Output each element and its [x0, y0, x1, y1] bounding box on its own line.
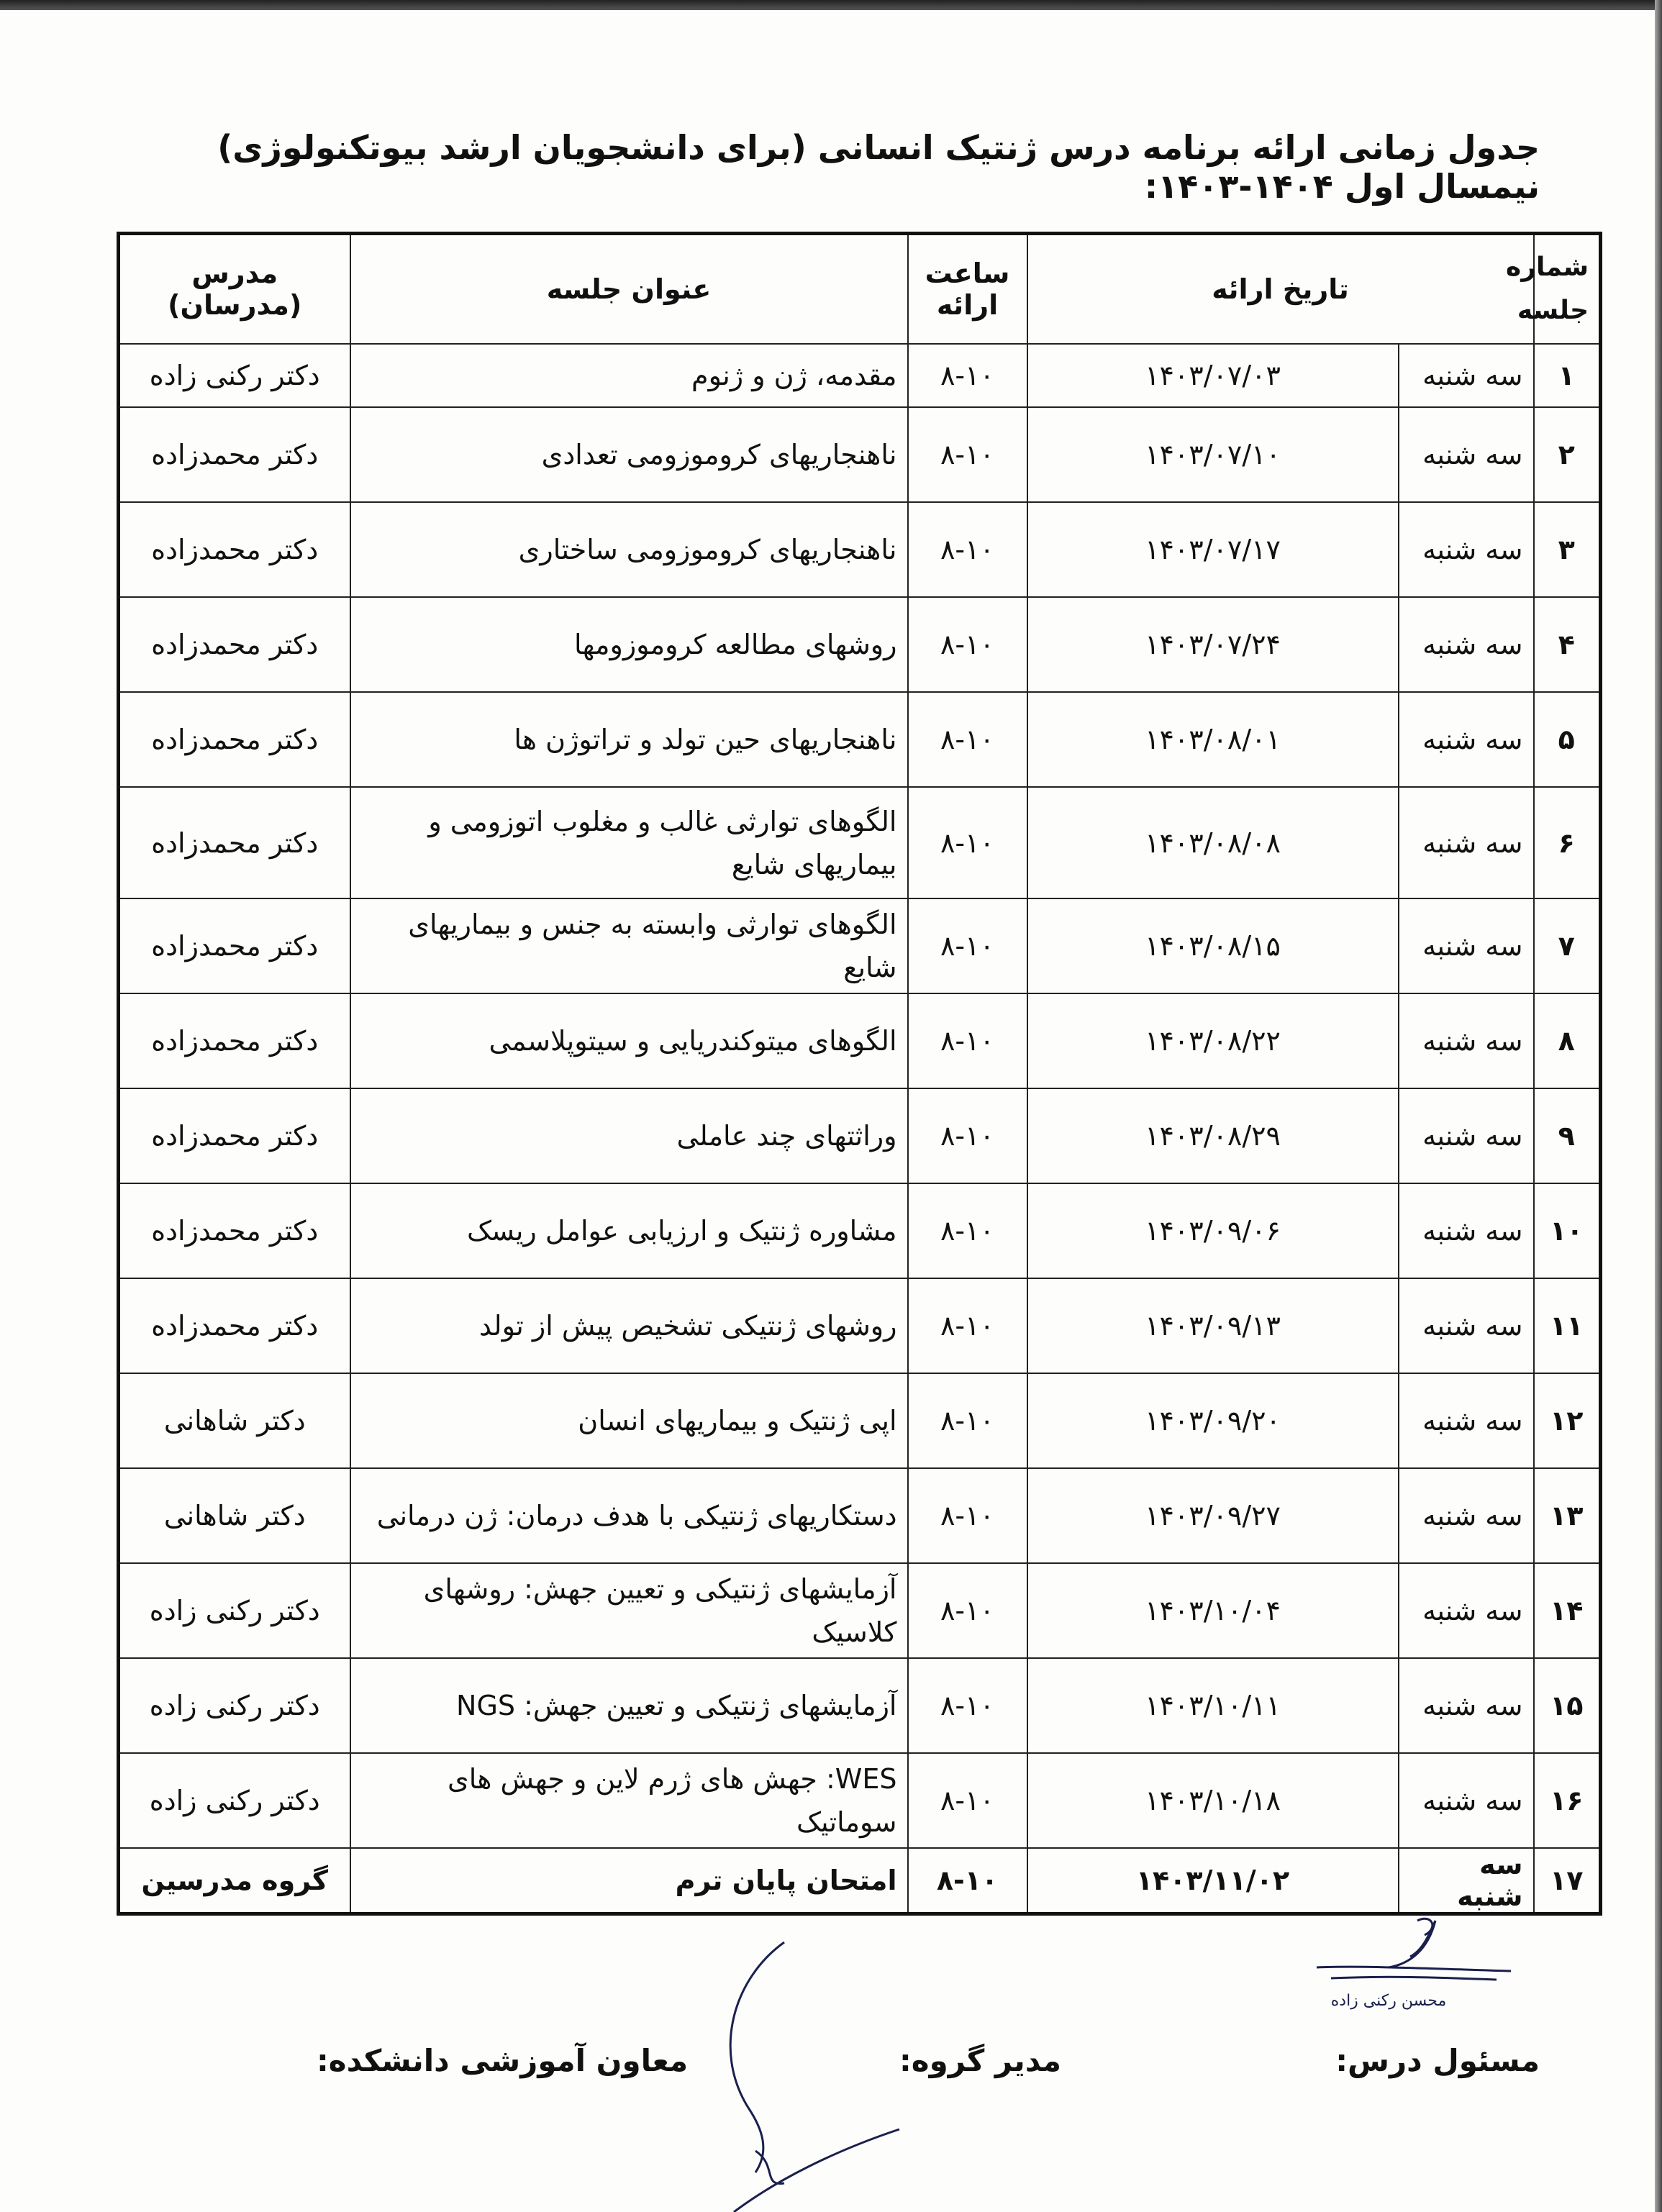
- session-title-cell: الگوهای توارثی وابسته به جنس و بیماریهای شایع: [350, 898, 908, 993]
- table-row: [119, 407, 1601, 502]
- course-signature-name: محسن رکنی زاده: [1330, 1992, 1447, 2010]
- session-number-cell: ۱: [1534, 344, 1601, 407]
- teacher-cell: دکتر محمدزاده: [119, 407, 350, 502]
- session-number-cell: ۱۴: [1534, 1563, 1601, 1658]
- session-number-cell: ۵: [1534, 692, 1601, 787]
- table-row: [119, 993, 1601, 1088]
- table-header-row: [119, 234, 1601, 345]
- table-row: [119, 692, 1601, 787]
- date-cell: ۱۴۰۳/۰۸/۲۲: [1027, 993, 1399, 1088]
- date-cell: ۱۴۰۳/۰۸/۰۱: [1027, 692, 1399, 787]
- table-row: [119, 502, 1601, 597]
- table-row: [119, 344, 1601, 407]
- session-number-cell: ۷: [1534, 898, 1601, 993]
- time-cell: ۸-۱۰: [908, 1088, 1027, 1183]
- teacher-cell: دکتر شاهانی: [119, 1468, 350, 1563]
- date-cell: ۱۴۰۳/۰۷/۱۷: [1027, 502, 1399, 597]
- session-title-cell: ناهنجاریهای کروموزومی تعدادی: [350, 407, 908, 502]
- date-cell: ۱۴۰۳/۰۷/۱۰: [1027, 407, 1399, 502]
- session-number-cell: ۶: [1534, 787, 1601, 898]
- session-title-cell: اپی ژنتیک و بیماریهای انسان: [350, 1373, 908, 1468]
- table-row: [119, 898, 1601, 993]
- weekday-cell: سه شنبه: [1399, 1658, 1534, 1753]
- header-session-title: عنوان جلسه: [350, 234, 908, 345]
- time-cell: ۸-۱۰: [908, 1278, 1027, 1373]
- session-title-cell: WES: جهش های ژرم لاین و جهش های سوماتیک: [350, 1753, 908, 1848]
- session-title-cell: ناهنجاریهای کروموزومی ساختاری: [350, 502, 908, 597]
- time-cell: ۸-۱۰: [908, 1373, 1027, 1468]
- teacher-cell: دکتر محمدزاده: [119, 502, 350, 597]
- date-cell: ۱۴۰۳/۰۷/۰۳: [1027, 344, 1399, 407]
- time-cell: ۸-۱۰: [908, 1658, 1027, 1753]
- table-row: [119, 1088, 1601, 1183]
- teacher-cell: دکتر محمدزاده: [119, 1088, 350, 1183]
- weekday-cell: سه شنبه: [1399, 1468, 1534, 1563]
- date-cell: ۱۴۰۳/۰۷/۲۴: [1027, 597, 1399, 692]
- table-row: [119, 597, 1601, 692]
- time-cell: ۸-۱۰: [908, 898, 1027, 993]
- time-cell: ۸-۱۰: [908, 1468, 1027, 1563]
- session-title-cell: آزمایشهای ژنتیکی و تعیین جهش: روشهای کلاسیک: [350, 1563, 908, 1658]
- teacher-cell: دکتر رکنی زاده: [119, 1753, 350, 1848]
- session-title-cell: روشهای مطالعه کروموزومها: [350, 597, 908, 692]
- session-title-cell: ناهنجاریهای حین تولد و تراتوژن ها: [350, 692, 908, 787]
- session-number-cell: ۱۰: [1534, 1183, 1601, 1278]
- teacher-cell: دکتر رکنی زاده: [119, 1658, 350, 1753]
- header-date: تاریخ ارائه: [1027, 234, 1534, 345]
- time-cell: ۸-۱۰: [908, 692, 1027, 787]
- table-row: [119, 1658, 1601, 1753]
- session-number-cell: ۳: [1534, 502, 1601, 597]
- teacher-cell: دکتر محمدزاده: [119, 1278, 350, 1373]
- table-row: [119, 1753, 1601, 1848]
- session-title-cell: دستکاریهای ژنتیکی با هدف درمان: ژن درمانی: [350, 1468, 908, 1563]
- group-head-label: مدیر گروه:: [899, 2043, 1062, 2078]
- session-title-cell: الگوهای توارثی غالب و مغلوب اتوزومی و بیماریهای شایع: [350, 787, 908, 898]
- group-head-signature: [691, 1935, 978, 2212]
- teacher-cell: دکتر محمدزاده: [119, 787, 350, 898]
- session-number-cell: ۱۶: [1534, 1753, 1601, 1848]
- session-number-cell: ۱۲: [1534, 1373, 1601, 1468]
- session-number-cell: ۲: [1534, 407, 1601, 502]
- faculty-deputy-label: معاون آموزشی دانشکده:: [317, 2043, 689, 2078]
- table-row: [119, 1563, 1601, 1658]
- date-cell: ۱۴۰۳/۰۹/۲۷: [1027, 1468, 1399, 1563]
- session-number-cell: ۴: [1534, 597, 1601, 692]
- teacher-cell: گروه مدرسین: [119, 1848, 350, 1914]
- time-cell: ۸-۱۰: [908, 1183, 1027, 1278]
- date-cell: ۱۴۰۳/۰۸/۲۹: [1027, 1088, 1399, 1183]
- time-cell: ۸-۱۰: [908, 407, 1027, 502]
- weekday-cell: سه شنبه: [1399, 787, 1534, 898]
- teacher-cell: دکتر محمدزاده: [119, 597, 350, 692]
- weekday-cell: سه شنبه: [1399, 1563, 1534, 1658]
- date-cell: ۱۴۰۳/۰۹/۰۶: [1027, 1183, 1399, 1278]
- time-cell: ۸-۱۰: [908, 787, 1027, 898]
- table-row: [119, 787, 1601, 898]
- date-cell: ۱۴۰۳/۰۹/۲۰: [1027, 1373, 1399, 1468]
- session-number-cell: ۱۱: [1534, 1278, 1601, 1373]
- date-cell: ۱۴۰۳/۱۰/۱۸: [1027, 1753, 1399, 1848]
- teacher-cell: دکتر رکنی زاده: [119, 1563, 350, 1658]
- session-title-cell: آزمایشهای ژنتیکی و تعیین جهش: NGS: [350, 1658, 908, 1753]
- date-cell: ۱۴۰۳/۰۸/۱۵: [1027, 898, 1399, 993]
- weekday-cell: سه شنبه: [1399, 502, 1534, 597]
- scan-right-edge: [1655, 0, 1662, 2212]
- header-teacher: مدرس (مدرسان): [119, 234, 350, 345]
- teacher-cell: دکتر محمدزاده: [119, 993, 350, 1088]
- session-title-cell: مقدمه، ژن و ژنوم: [350, 344, 908, 407]
- weekday-cell: سه شنبه: [1399, 407, 1534, 502]
- session-title-cell: وراثتهای چند عاملی: [350, 1088, 908, 1183]
- weekday-cell: سه شنبه: [1399, 344, 1534, 407]
- session-title-cell: الگوهای میتوکندریایی و سیتوپلاسمی: [350, 993, 908, 1088]
- weekday-cell: سه شنبه: [1399, 692, 1534, 787]
- time-cell: ۸-۱۰: [908, 344, 1027, 407]
- schedule-table: [117, 232, 1602, 1916]
- header-session-number: شماره جلسه: [1534, 234, 1601, 345]
- table-row: [119, 1373, 1601, 1468]
- session-number-cell: ۱۳: [1534, 1468, 1601, 1563]
- weekday-cell: سه شنبه: [1399, 1373, 1534, 1468]
- course-supervisor-signature: [1309, 1899, 1518, 2021]
- table-row: [119, 1468, 1601, 1563]
- time-cell: ۸-۱۰: [908, 993, 1027, 1088]
- scan-top-edge: [0, 0, 1662, 10]
- time-cell: ۸-۱۰: [908, 502, 1027, 597]
- course-supervisor-label: مسئول درس:: [1335, 2043, 1540, 2078]
- session-number-cell: ۱۵: [1534, 1658, 1601, 1753]
- weekday-cell: سه شنبه: [1399, 1753, 1534, 1848]
- weekday-cell: سه شنبه: [1399, 1848, 1534, 1914]
- date-cell: ۱۴۰۳/۰۹/۱۳: [1027, 1278, 1399, 1373]
- page-title: جدول زمانی ارائه برنامه درس ژنتیک انسانی (برای دانشجویان ارشد بیوتکنولوژی) نیمسال اول ۱۴۰۴-۱۴۰۳:: [217, 128, 1540, 206]
- weekday-cell: سه شنبه: [1399, 1278, 1534, 1373]
- header-time: ساعت ارائه: [908, 234, 1027, 345]
- time-cell: ۸-۱۰: [908, 597, 1027, 692]
- table-row: [119, 1278, 1601, 1373]
- date-cell: ۱۴۰۳/۱۱/۰۲: [1027, 1848, 1399, 1914]
- table-row: [119, 1183, 1601, 1278]
- session-number-cell: ۱۷: [1534, 1848, 1601, 1914]
- session-title-cell: روشهای ژنتیکی تشخیص پیش از تولد: [350, 1278, 908, 1373]
- time-cell: ۸-۱۰: [908, 1848, 1027, 1914]
- teacher-cell: دکتر محمدزاده: [119, 898, 350, 993]
- teacher-cell: دکتر محمدزاده: [119, 1183, 350, 1278]
- time-cell: ۸-۱۰: [908, 1563, 1027, 1658]
- weekday-cell: سه شنبه: [1399, 1183, 1534, 1278]
- weekday-cell: سه شنبه: [1399, 898, 1534, 993]
- teacher-cell: دکتر شاهانی: [119, 1373, 350, 1468]
- session-title-cell: مشاوره ژنتیک و ارزیابی عوامل ریسک: [350, 1183, 908, 1278]
- weekday-cell: سه شنبه: [1399, 993, 1534, 1088]
- date-cell: ۱۴۰۳/۱۰/۱۱: [1027, 1658, 1399, 1753]
- session-number-cell: ۹: [1534, 1088, 1601, 1183]
- teacher-cell: دکتر رکنی زاده: [119, 344, 350, 407]
- date-cell: ۱۴۰۳/۰۸/۰۸: [1027, 787, 1399, 898]
- weekday-cell: سه شنبه: [1399, 597, 1534, 692]
- session-number-cell: ۸: [1534, 993, 1601, 1088]
- time-cell: ۸-۱۰: [908, 1753, 1027, 1848]
- teacher-cell: دکتر محمدزاده: [119, 692, 350, 787]
- session-title-cell: امتحان پایان ترم: [350, 1848, 908, 1914]
- weekday-cell: سه شنبه: [1399, 1088, 1534, 1183]
- date-cell: ۱۴۰۳/۱۰/۰۴: [1027, 1563, 1399, 1658]
